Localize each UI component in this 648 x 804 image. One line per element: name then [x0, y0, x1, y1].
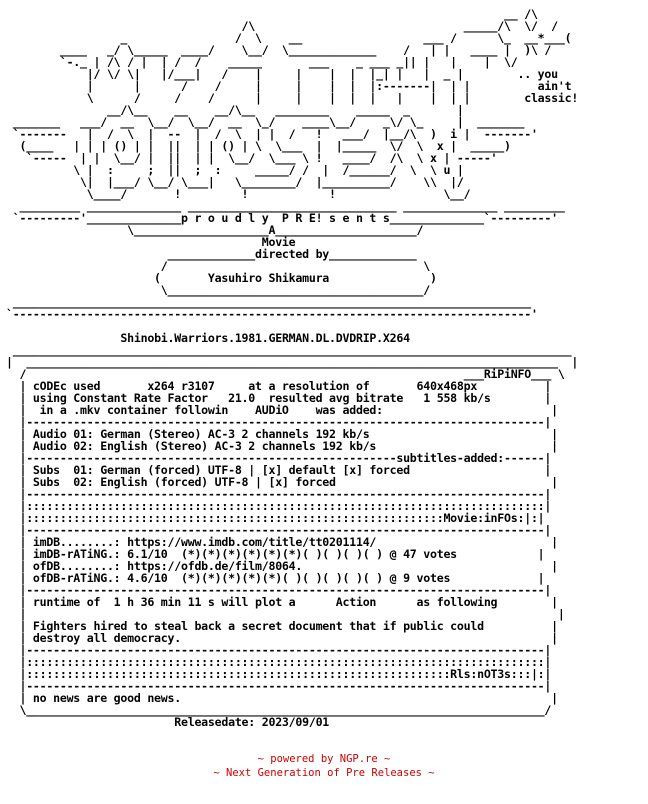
ascii-art-logo: __ /\ /\ _____/\ \/ / _ / \ __ ___ / \_ __*___( ____ _/ \_____ ____/ \__/ \_____________ / | | ____ | )\ / `-._ | /\ / | | / / _____ ___ _ ___ _|| | | | \/ |/ \/ \| |/___| / | | | | |_| | | _ | .. you | | / / | | | | |:-------| | | ain't \ / / / | | | | | | | | | classic! — [59, 7, 579, 105]
footer-tagline: ~ Next Generation of Pre Releases ~ — [213, 767, 435, 779]
release-date: Releasedate: 2023/09/01 — [6, 715, 330, 729]
ascii-art-logo-lower: __/\__ __ __/\__ ________ _____ _ | _______ ___/ __ \__/ \__/ __ \_/ ____\__/ _\/ \_ | _______ `------- | / \ | -- | / \ | | / ! ___/ |__/\ ) i | -------' (____ | | | () | | || | | () | \ \___ | |_____ \/ \ x | _____) `----- | | \__/ | || | | \__/ \___ \ ! ____/ /\ \ x | -----' \ | : ; || ; : _____/ / | /______/ \ \ u | \| |___/ \__/ \___| \________/ |__________/ \\ |/ \____/ ! ! ! \__/ — [12, 103, 538, 201]
ngp-link[interactable]: ~ powered by NGP.re ~ — [257, 753, 391, 765]
credits-block: _________ ______________ _______________________________ ______________ _________ `---------'______________p r o u d l y P R E! s e n t s______________`---------' \____________________A_____________________/ Movie _____________directed by_____________ / \ ( Yasuhiro Shikamura ) \______________________________________/ _____________________________________________________________________________ `-----------------------------------------------------------------------------' — [6, 199, 565, 321]
box-top: ___________________________________________________________________________________ | _______________________________________________________________________________ | / ___RiPiNFO___ \ — [6, 343, 579, 381]
nfo-text — [6, 8, 578, 728]
release-name-text: Shinobi.Warriors.1981.GERMAN.DL.DVDRIP.X264 — [120, 331, 410, 345]
ripinfo-section: | cODEc used x264 r3107 at a resolution of 640x468px | | using Constant Rate Factor 21.0 resulted avg bitrate 1 558 kb/s | | in a .mkv container followin AUDiO was added: | |-----------------------------------------------------------------------------| | Audio 01: German (Stereo) AC-3 2 channels 192 kb/s | | Audio 02: English (Stereo) AC-3 2 channels 192 kb/s | |-------------------------------------------------------subtitles-added:------| | Subs 01: German (forced) UTF-8 | [x] default [x] forced | | Subs 02: English (forced) UTF-8 | [x] forced | |-----------------------------------------------------------------------------| |:::::::::::::::::::::::::::::::::::::::::::::::::::::::::::::::::::::::::::::| |::::::::::::::::::::::::::::::::::::::::::::::::::::::::::::::Movie:inFOs:|:| — [19, 379, 558, 525]
footer-powered-by[interactable] — [0, 753, 648, 766]
movie-info-section: |-----------------------------------------------------------------------------| | imDB........: https://www.imdb.com/title/tt0201114/ | | imDB-rATiNG.: 6.1/10 (*)(*)(*)(*)(*)(*)( )( )( )( ) @ 47 votes | | ofDB........: https://ofdb.de/film/8064. | | ofDB-rATiNG.: 4.6/10 (*)(*)(*)(*)(*)( )( )( )( )( ) @ 9 votes | |-----------------------------------------------------------------------------| | runtime of 1 h 36 min 11 s will plot a Action as following | | | | Fighters hired to steal back a secret document that if public could | | destroy all democracy. | |-----------------------------------------------------------------------------| |:::::::::::::::::::::::::::::::::::::::::::::::::::::::::::::::::::::::::::::| |:::::::::::::::::::::::::::::::::::::::::::::::::::::::::::::::Rls:nOT3s:::|:| |-----------------------------------------------------------------------------| | no news are good news. | \_____________________________________________________________________________/ — [19, 523, 565, 717]
